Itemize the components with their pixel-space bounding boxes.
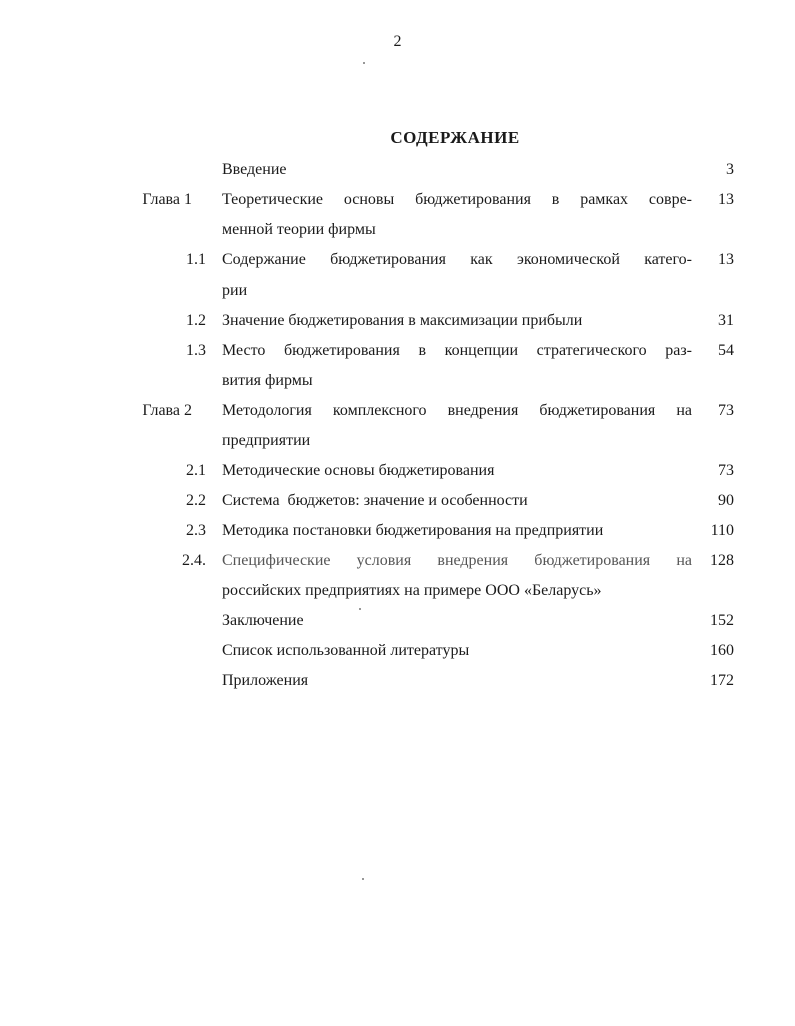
toc-entry-text: Специфические условия внедрения бюджетирования на xyxy=(222,552,692,569)
toc-entry-text-continued: российских предприятиях на примере ООО «Беларусь» xyxy=(222,582,602,599)
toc-entry-text: Система бюджетов: значение и особенности xyxy=(222,492,528,509)
toc-entry-text-continued: вития фирмы xyxy=(222,372,313,389)
toc-entry-text: Теоретические основы бюджетирования в рамках совре- xyxy=(222,191,692,208)
toc-entry-text: Место бюджетирования в концепции стратегического раз- xyxy=(222,342,692,359)
toc-entry-page: 128 xyxy=(710,552,734,569)
toc-entry-text: Содержание бюджетирования как экономической катего- xyxy=(222,251,692,268)
toc-entry-text: Заключение xyxy=(222,612,304,629)
toc-entry-label: Глава 1 xyxy=(142,191,192,208)
toc-entry-text-continued: рии xyxy=(222,282,248,299)
toc-entry-label: 2.2 xyxy=(186,492,206,509)
toc-entry-label: 1.3 xyxy=(186,342,206,359)
toc-entry-text-continued: менной теории фирмы xyxy=(222,221,376,238)
toc-entry-label: 1.1 xyxy=(186,251,206,268)
toc-entry-text: Методические основы бюджетирования xyxy=(222,462,495,479)
toc-entry-page: 31 xyxy=(718,312,734,329)
scan-speck xyxy=(362,878,364,880)
toc-entry-page: 13 xyxy=(718,251,734,268)
toc-entry-text: Методика постановки бюджетирования на предприятии xyxy=(222,522,604,539)
toc-entry-text-continued: предприятии xyxy=(222,432,311,449)
toc-entry-page: 73 xyxy=(718,462,734,479)
toc-entry-label: 2.3 xyxy=(186,522,206,539)
scan-speck xyxy=(363,62,365,64)
toc-entry-page: 160 xyxy=(710,642,734,659)
page-number: 2 xyxy=(393,33,402,50)
toc-entry-page: 110 xyxy=(710,522,734,539)
toc-entry-label: 1.2 xyxy=(186,312,206,329)
toc-entry-page: 3 xyxy=(726,161,734,178)
toc-title: СОДЕРЖАНИЕ xyxy=(390,128,520,147)
toc-entry-label: Глава 2 xyxy=(142,402,192,419)
toc-entry-label: 2.1 xyxy=(186,462,206,479)
scan-speck xyxy=(359,608,361,610)
toc-entry-page: 73 xyxy=(718,402,734,419)
toc-entry-page: 152 xyxy=(710,612,734,629)
toc-entry-page: 90 xyxy=(718,492,734,509)
toc-entry-text: Список использованной литературы xyxy=(222,642,470,659)
toc-entry-text: Значение бюджетирования в максимизации прибыли xyxy=(222,312,583,329)
toc-entry-page: 54 xyxy=(718,342,734,359)
toc-entry-text: Введение xyxy=(222,161,287,178)
toc-entry-text: Приложения xyxy=(222,672,309,689)
toc-entry-label: 2.4. xyxy=(182,552,206,569)
toc-entry-page: 13 xyxy=(718,191,734,208)
toc-entry-text: Методология комплексного внедрения бюджетирования на xyxy=(222,402,692,419)
toc-entry-page: 172 xyxy=(710,672,734,689)
